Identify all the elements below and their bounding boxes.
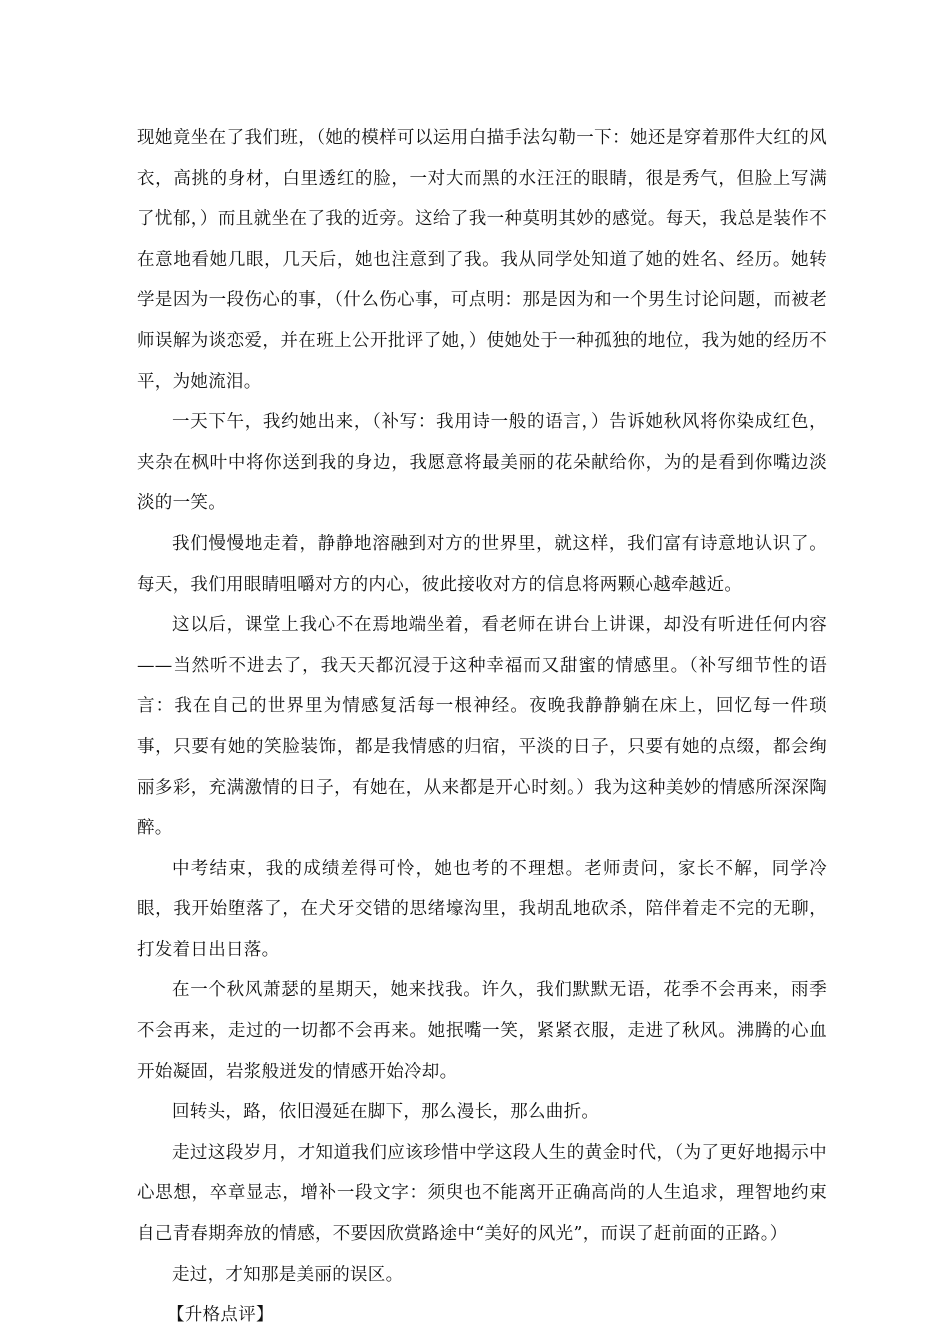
- review-heading: 【升格点评】: [167, 1305, 274, 1326]
- essay-body: [137, 118, 827, 1336]
- paragraph-8: 走过这段岁月，才知道我们应该珍惜中学这段人生的黄金时代，（为了更好地揭示中心思想，卒章显志，增补一段文字：须臾也不能离开正确高尚的人生追求，理智地约束自己青春期奔放的情感，不要因欣赏路途中“美好的风光”，而误了赶前面的正路。）: [137, 1142, 827, 1245]
- paragraph-3: 我们慢慢地走着，静静地溶融到对方的世界里，就这样，我们富有诗意地认识了。每天，我们用眼睛咀嚼对方的内心，彼此接收对方的信息将两颗心越牵越近。: [137, 533, 827, 595]
- paragraph-7: 回转头，路，依旧漫延在脚下，那么漫长，那么曲折。: [172, 1102, 600, 1123]
- paragraph-2: 一天下午，我约她出来，（补写：我用诗一般的语言，）告诉她秋风将你染成红色，夹杂在枫叶中将你送到我的身边，我愿意将最美丽的花朵献给你，为的是看到你嘴边淡淡的一笑。: [137, 412, 827, 514]
- paragraph-9: 走过，才知那是美丽的误区。: [172, 1264, 404, 1285]
- paragraph-4: 这以后，课堂上我心不在焉地端坐着，看老师在讲台上讲课，却没有听进任何内容——当然听不进去了，我天天都沉浸于这种幸福而又甜蜜的情感里。（补写细节性的语言：我在自己的世界里为情感复活每一根神经。夜晚我静静躺在床上，回忆每一件琐事，只要有她的笑脸装饰，都是我情感的归宿，平淡的日子，只要有她的点缀，都会绚丽多彩，充满激情的日子，有她在，从来都是开心时刻。）我为这种美妙的情感所深深陶醉。: [137, 615, 827, 839]
- paragraph-5: 中考结束，我的成绩差得可怜，她也考的不理想。老师责问，家长不解，同学冷眼，我开始堕落了，在犬牙交错的思绪壕沟里，我胡乱地砍杀，陪伴着走不完的无聊，打发着日出日落。: [137, 858, 827, 960]
- paragraph-1: 现她竟坐在了我们班，（她的模样可以运用白描手法勾勒一下：她还是穿着那件大红的风衣，高挑的身材，白里透红的脸，一对大而黑的水汪汪的眼睛，很是秀气，但脸上写满了忧郁，）而且就坐在了我的近旁。这给了我一种莫明其妙的感觉。每天，我总是装作不在意地看她几眼，几天后，她也注意到了我。我从同学处知道了她的姓名、经历。她转学是因为一段伤心的事，（什么伤心事，可点明：那是因为和一个男生讨论问题，而被老师误解为谈恋爱，并在班上公开批评了她，）使她处于一种孤独的地位，我为她的经历不平，为她流泪。: [137, 128, 827, 392]
- paragraph-6: 在一个秋风萧瑟的星期天，她来找我。许久，我们默默无语，花季不会再来，雨季不会再来，走过的一切都不会再来。她抿嘴一笑，紧紧衣服，走进了秋风。沸腾的心血开始凝固，岩浆般迸发的情感开始冷却。: [137, 980, 827, 1082]
